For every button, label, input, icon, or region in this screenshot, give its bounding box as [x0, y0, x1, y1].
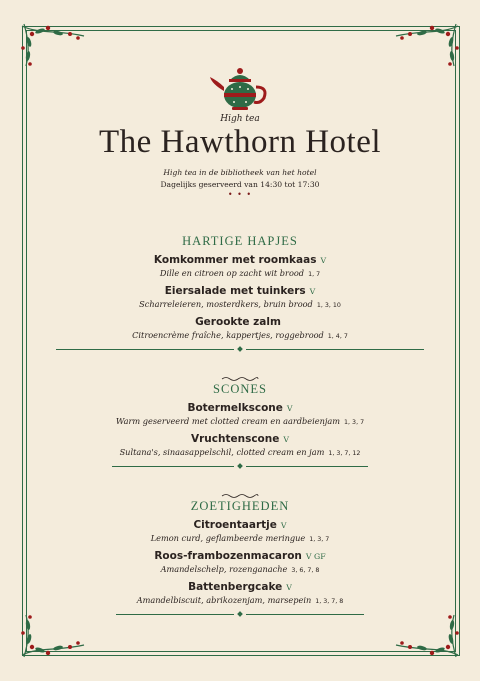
schedule-text: Dagelijks geserveerd van 14:30 tot 17:30: [160, 180, 320, 189]
section-title: SCONES: [213, 382, 267, 396]
menu-item-name: Botermelkscone V: [187, 402, 293, 414]
section-divider: [246, 614, 364, 615]
holly-corner-icon: [18, 611, 88, 661]
menu-item-desc: Scharreleieren, mosterdkers, bruin brood 1, 3, 10: [139, 299, 341, 309]
menu-item-name: Eiersalade met tuinkers V: [164, 285, 316, 297]
menu-item-desc: Dille en citroen op zacht wit brood 1, 7: [159, 268, 321, 278]
teapot-icon: [208, 66, 272, 112]
menu-item-name: Battenbergcake V: [188, 581, 292, 593]
page-title: The Hawthorn Hotel: [98, 124, 382, 160]
menu-item-desc: Sultana's, sinaasappelschil, clotted cream en jam 1, 3, 7, 12: [119, 447, 361, 457]
menu-item-name: Roos-frambozenmacaron V GF: [154, 550, 326, 562]
section-divider: [246, 349, 424, 350]
menu-item-name: Komkommer met roomkaas V: [153, 254, 327, 266]
menu-item-desc: Amandelschelp, rozenganache 3, 6, 7, 8: [160, 564, 320, 574]
section-divider: [116, 614, 234, 615]
section-divider: [246, 466, 368, 467]
section-title: HARTIGE HAPJES: [182, 234, 298, 248]
holly-corner-icon: [18, 20, 88, 70]
menu-item-name: Citroentaartje V: [193, 519, 287, 531]
ornament-dots: • • •: [227, 190, 253, 199]
menu-item-desc: Amandelbiscuit, abrikozenjam, marsepein 1, 3, 7, 8: [136, 595, 344, 605]
section-divider: [112, 466, 234, 467]
holly-corner-icon: [392, 611, 462, 661]
section-title: ZOETIGHEDEN: [190, 499, 290, 513]
menu-item-name: Vruchtenscone V: [190, 433, 290, 445]
holly-corner-icon: [392, 20, 462, 70]
subtitle: High tea in de bibliotheek van het hotel: [163, 168, 317, 177]
menu-item-desc: Citroencrème fraîche, kappertjes, roggebrood 1, 4, 7: [132, 330, 348, 340]
section-divider: [56, 349, 234, 350]
menu-item-desc: Warm geserveerd met clotted cream en aardbeienjam 1, 3, 7: [115, 416, 365, 426]
kicker-text: High tea: [220, 114, 260, 124]
menu-item-name: Gerookte zalm: [195, 316, 281, 328]
menu-item-desc: Lemon curd, geflambeerde meringue 1, 3, 7: [150, 533, 330, 543]
